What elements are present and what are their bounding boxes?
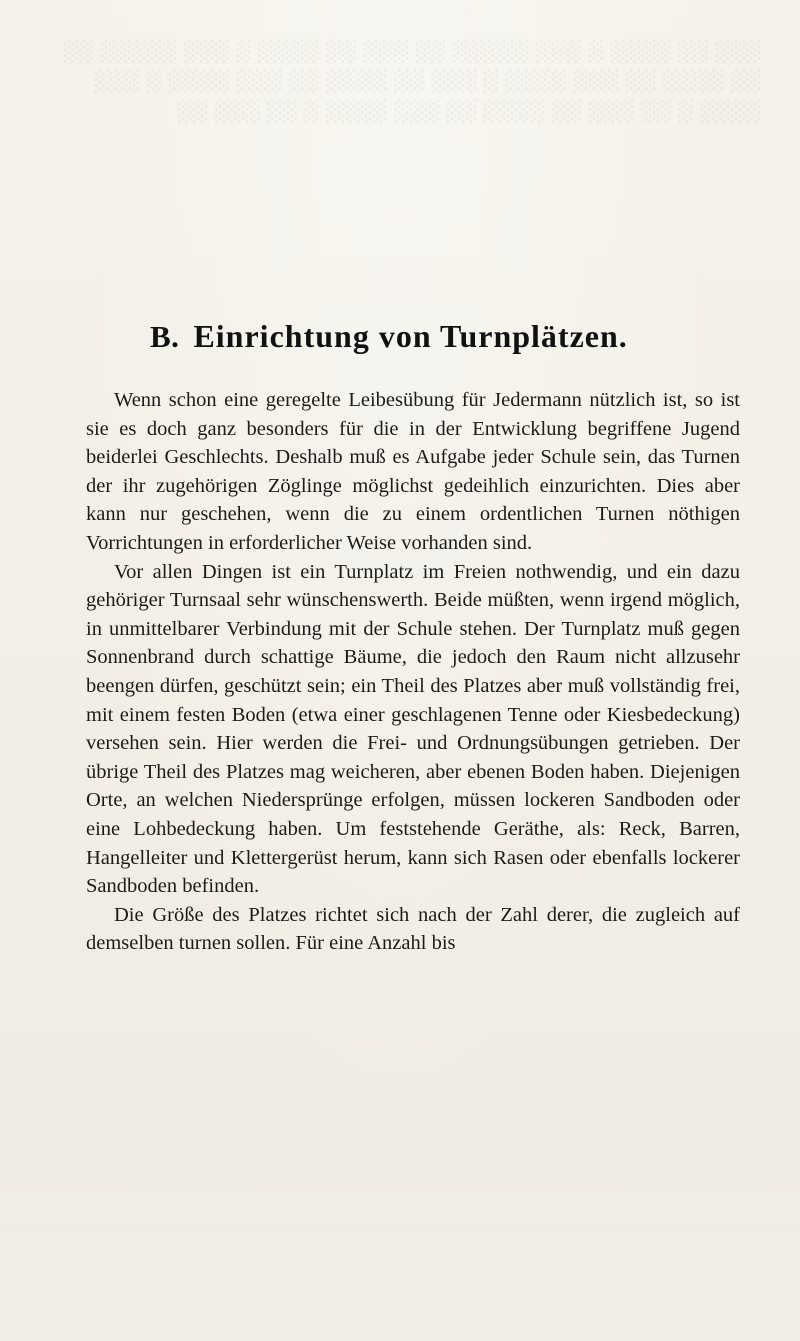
- body-text: [86, 386, 740, 958]
- section-marker: B.: [150, 319, 180, 354]
- bleed-through-texture: ░░░ ░░ ░░░░ ░ ░░░ ░░░░░ ░░ ░░░ ░░ ░░░░ ░ ░░░ ░░░░░ ░░ ░░ ░░░░ ░░ ░░░ ░░░░ ░ ░░░ ░░ ░░░░ ░░ ░░░ ░░░░ ░ ░░░ ░░░░ ░ ░░ ░░░ ░░ ░░░░ ░░ ░░░ ░░░░ ░ ░░ ░░░ ░░: [62, 39, 760, 123]
- page-bottom-shade: [0, 1121, 800, 1341]
- section-heading: [150, 318, 710, 355]
- section-title: Einrichtung von Turnplätzen.: [193, 318, 628, 354]
- paragraph-2: Vor allen Dingen ist ein Turnplatz im Freien nothwendig, und ein dazu gehöriger Turnsaal sehr wünschenswerth. Beide müßten, wenn irgend möglich, in unmittelbarer Verbindung mit der Schule stehen. Der Turnplatz muß gegen Sonnenbrand durch schattige Bäume, die jedoch den Raum nicht allzusehr beengen dürfen, geschützt sein; ein Theil des Platzes aber muß vollständig frei, mit einem festen Boden (etwa einer geschlagenen Tenne oder Kiesbedeckung) versehen sein. Hier werden die Frei- und Ordnungsübungen getrieben. Der übrige Theil des Platzes mag weicheren, aber ebenen Boden haben. Diejenigen Orte, an welchen Niedersprünge erfolgen, müssen lockeren Sandboden oder eine Lohbedeckung haben. Um feststehende Geräthe, als: Reck, Barren, Hangelleiter und Klettergerüst herum, kann sich Rasen oder ebenfalls lockerer Sandboden befinden.: [86, 560, 740, 898]
- paragraph-3: Die Größe des Platzes richtet sich nach der Zahl derer, die zugleich auf demselben turnen sollen. Für eine Anzahl bis: [86, 903, 740, 955]
- paragraph-1: Wenn schon eine geregelte Leibesübung für Jedermann nützlich ist, so ist sie es doch ganz besonders für die in der Entwicklung begriffene Jugend beiderlei Geschlechts. Deshalb muß es Aufgabe jeder Schule sein, das Turnen der ihr zugehörigen Zöglinge möglichst gedeihlich einzurichten. Dies aber kann nur geschehen, wenn die zu einem ordentlichen Turnen nöthigen Vorrichtungen in erforderlicher Weise vorhanden sind.: [86, 389, 740, 554]
